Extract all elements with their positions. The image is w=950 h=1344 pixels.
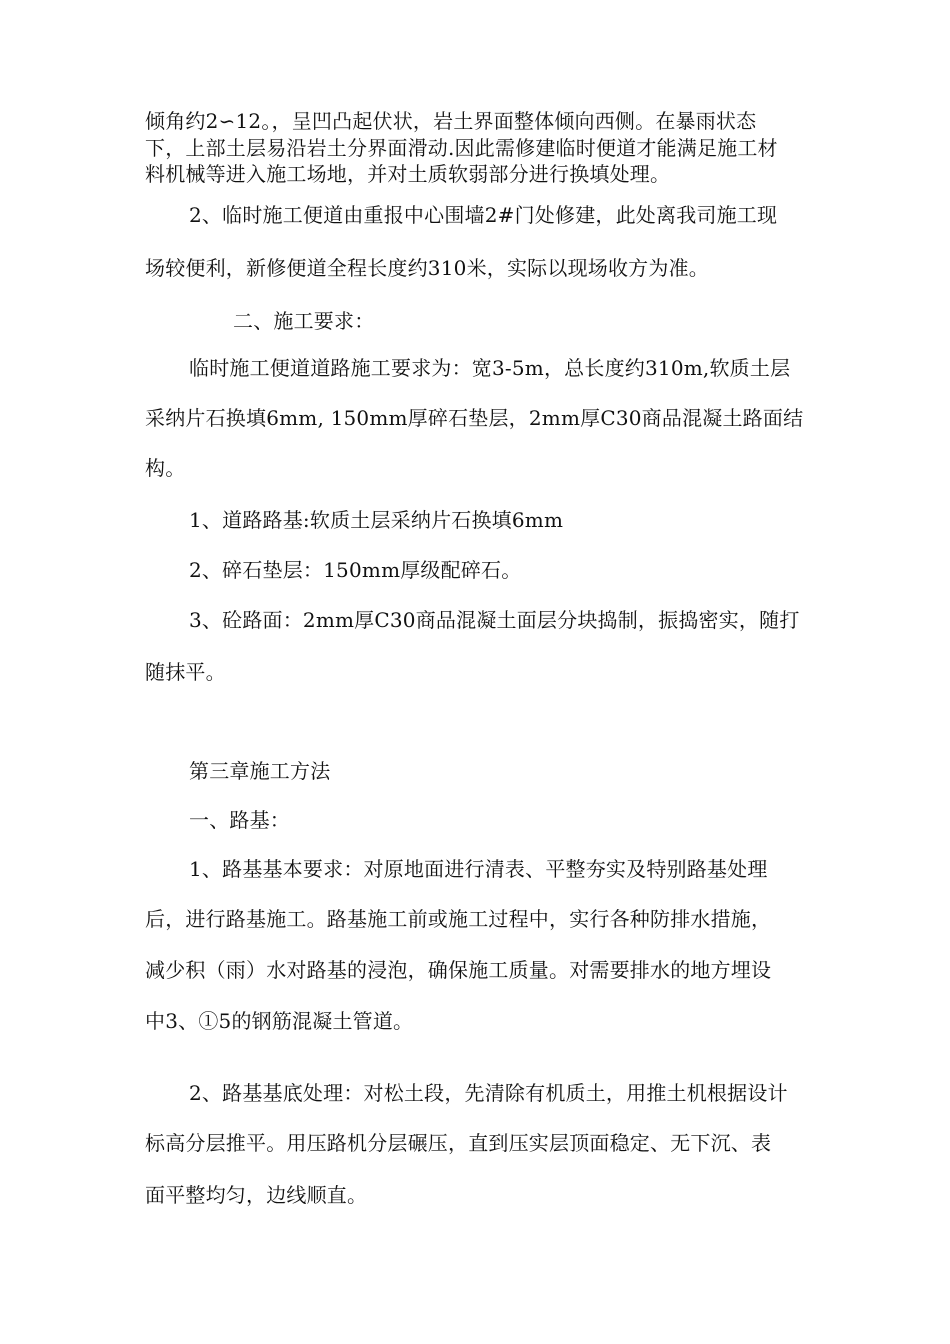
paragraph-line: 面平整均匀，边线顺直。 <box>145 1183 368 1207</box>
list-item: 1、道路路基:软质土层采纳片石换填6mm <box>189 508 564 532</box>
paragraph-line: 减少积（雨）水对路基的浸泡，确保施工质量。对需要排水的地方埋设 <box>145 958 772 982</box>
list-item: 2、碎石垫层：150mm厚级配碎石。 <box>189 558 522 582</box>
intro-line: 料机械等进入施工场地，并对土质软弱部分进行换填处理。 <box>145 162 671 186</box>
paragraph-line: 标高分层推平。用压路机分层碾压，直到压实层顶面稳定、无下沉、表 <box>145 1131 772 1155</box>
chapter-title: 第三章施工方法 <box>189 759 331 783</box>
paragraph-line: 后，进行路基施工。路基施工前或施工过程中，实行各种防排水措施， <box>145 907 772 931</box>
intro-line: 下，上部土层易沿岩土分界面滑动.因此需修建临时便道才能满足施工材 <box>145 136 778 160</box>
section-heading: 二、施工要求： <box>233 309 375 333</box>
paragraph-line: 1、路基基本要求：对原地面进行清表、平整夯实及特别路基处理 <box>189 857 768 881</box>
list-item: 3、砼路面：2mm厚C30商品混凝土面层分块捣制，振捣密实，随打 <box>189 608 800 632</box>
intro-line: 倾角约2∽12。，呈凹凸起伏状，岩土界面整体倾向西侧。在暴雨状态 <box>145 109 757 133</box>
paragraph-line: 场较便利，新修便道全程长度约310米，实际以现场收方为准。 <box>145 256 709 280</box>
list-item: 随抹平。 <box>145 660 226 684</box>
paragraph-line: 临时施工便道道路施工要求为：宽3-5m，总长度约310m,软质土层 <box>189 356 791 380</box>
paragraph-line: 2、临时施工便道由重报中心围墙2#门处修建，此处离我司施工现 <box>189 203 778 227</box>
paragraph-line: 采纳片石换填6mm, 150mm厚碎石垫层，2mm厚C30商品混凝土路面结 <box>145 406 804 430</box>
paragraph-line: 构。 <box>145 456 186 480</box>
section-heading: 一、路基： <box>189 808 290 832</box>
paragraph-line: 2、路基基底处理：对松土段，先清除有机质土，用推土机根据设计 <box>189 1081 788 1105</box>
paragraph-line: 中3、①5的钢筋混凝土管道。 <box>145 1009 414 1033</box>
